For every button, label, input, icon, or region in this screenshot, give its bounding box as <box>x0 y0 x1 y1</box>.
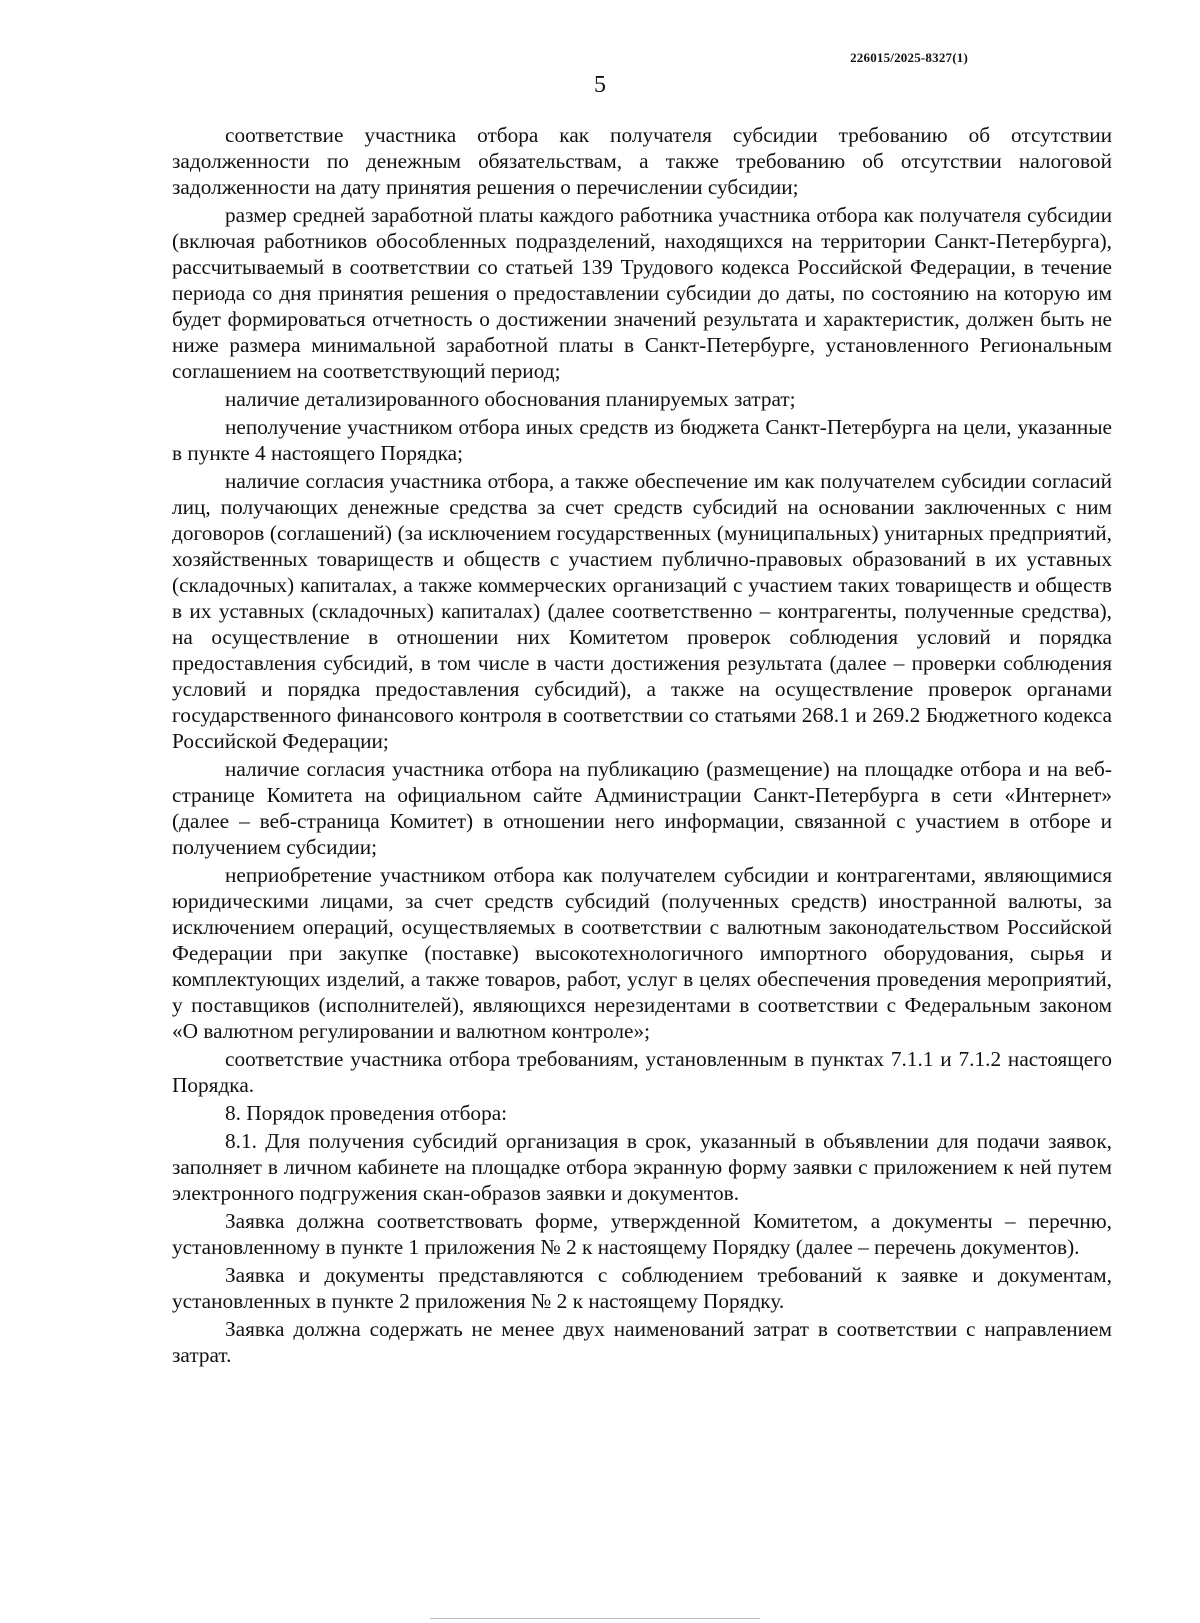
document-body <box>172 122 1112 1370</box>
paragraph: 8.1. Для получения субсидий организация в срок, указанный в объявлении для подачи заявок, заполняет в личном кабинете на площадке отбора экранную форму заявки с приложением к ней путем электронного подгружения скан-образов заявки и документов. <box>172 1129 1112 1205</box>
paragraph: неприобретение участником отбора как получателем субсидии и контрагентами, являющимися юридическими лицами, за счет средств субсидий (полученных средств) иностранной валюты, за исключением операций, осуществляемых в соответствии с валютным законодательством Российской Федерации при закупке (поставке) высокотехнологичного импортного оборудования, сырья и комплектующих изделий, а также товаров, работ, услуг в целях обеспечения проведения мероприятий, у поставщиков (исполнителей), являющихся нерезидентами в соответствии с Федеральным законом «О валютном регулировании и валютном контроле»; <box>172 863 1112 1043</box>
paragraph: соответствие участника отбора требованиям, установленным в пунктах 7.1.1 и 7.1.2 настоящего Порядка. <box>172 1047 1112 1097</box>
paragraph: неполучение участником отбора иных средств из бюджета Санкт-Петербурга на цели, указанные в пункте 4 настоящего Порядка; <box>172 415 1112 465</box>
section-heading: 8. Порядок проведения отбора: <box>225 1101 508 1125</box>
paragraph: Заявка и документы представляются с соблюдением требований к заявке и документам, установленных в пункте 2 приложения № 2 к настоящему Порядку. <box>172 1263 1112 1313</box>
paragraph: наличие согласия участника отбора, а также обеспечение им как получателем субсидии согласий лиц, получающих денежные средства за счет средств субсидий на основании заключенных с ним договоров (соглашений) (за исключением государственных (муниципальных) унитарных предприятий, хозяйственных товариществ и обществ с участием публично-правовых образований в их уставных (складочных) капиталах, а также коммерческих организаций с участием таких товариществ и обществ в их уставных (складочных) капиталах) (далее соответственно – контрагенты, полученные средства), на осуществление в отношении них Комитетом проверок соблюдения условий и порядка предоставления субсидий, в том числе в части достижения результата (далее – проверки соблюдения условий и порядка предоставления субсидий), а также на осуществление проверок органами государственного финансового контроля в соответствии со статьями 268.1 и 269.2 Бюджетного кодекса Российской Федерации; <box>172 469 1112 753</box>
paragraph: наличие детализированного обоснования планируемых затрат; <box>225 387 796 411</box>
paragraph: размер средней заработной платы каждого работника участника отбора как получателя субсидии (включая работников обособленных подразделений, находящихся на территории Санкт-Петербурга), рассчитываемый в соответствии со статьей 139 Трудового кодекса Российской Федерации, в течение периода со дня принятия решения о предоставлении субсидии до даты, по состоянию на которую им будет формироваться отчетность о достижении значений результата и характеристик, должен быть не ниже размера минимальной заработной платы в Санкт-Петербурге, установленного Региональным соглашением на соответствующий период; <box>172 203 1112 383</box>
page-number: 5 <box>594 72 606 98</box>
paragraph: соответствие участника отбора как получателя субсидии требованию об отсутствии задолженности по денежным обязательствам, а также требованию об отсутствии налоговой задолженности на дату принятия решения о перечислении субсидии; <box>172 123 1112 199</box>
paragraph: Заявка должна соответствовать форме, утвержденной Комитетом, а документы – перечню, установленному в пункте 1 приложения № 2 к настоящему Порядку (далее – перечень документов). <box>172 1209 1112 1259</box>
document-id: 226015/2025-8327(1) <box>850 50 968 65</box>
paragraph: наличие согласия участника отбора на публикацию (размещение) на площадке отбора и на веб-странице Комитета на официальном сайте Администрации Санкт-Петербурга в сети «Интернет» (далее – веб-страница Комитет) в отношении него информации, связанной с участием в отборе и получением субсидии; <box>172 757 1112 859</box>
paragraph: Заявка должна содержать не менее двух наименований затрат в соответствии с направлением затрат. <box>172 1317 1112 1367</box>
scan-line <box>430 1618 760 1619</box>
